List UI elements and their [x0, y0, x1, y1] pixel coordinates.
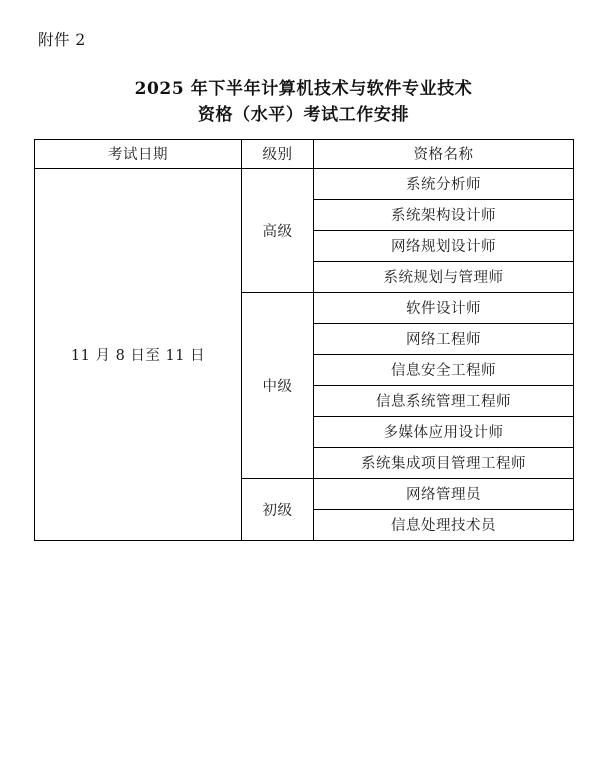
qualification-cell: 系统分析师	[314, 168, 574, 199]
table-header-row	[35, 139, 574, 168]
qualification-cell: 系统规划与管理师	[314, 261, 574, 292]
page-title	[72, 76, 536, 129]
column-header-name: 资格名称	[314, 139, 574, 168]
attachment-label: 附件 2	[38, 31, 86, 49]
qualification-cell: 网络规划设计师	[314, 230, 574, 261]
level-cell-junior: 初级	[242, 478, 314, 540]
qualification-cell: 多媒体应用设计师	[314, 416, 574, 447]
qualification-cell: 软件设计师	[314, 292, 574, 323]
table-row	[35, 168, 574, 199]
page-title-line-1: 2025 年下半年计算机技术与软件专业技术	[134, 79, 473, 99]
qualification-cell: 网络管理员	[314, 478, 574, 509]
level-cell-intermediate: 中级	[242, 292, 314, 478]
level-cell-senior: 高级	[242, 168, 314, 292]
column-header-level: 级别	[242, 139, 314, 168]
qualification-cell: 信息系统管理工程师	[314, 385, 574, 416]
qualification-cell: 信息安全工程师	[314, 354, 574, 385]
qualification-cell: 网络工程师	[314, 323, 574, 354]
qualification-cell: 系统集成项目管理工程师	[314, 447, 574, 478]
qualification-cell: 信息处理技术员	[314, 509, 574, 540]
exam-schedule-table	[34, 139, 574, 541]
column-header-date: 考试日期	[35, 139, 242, 168]
page-title-line-2: 资格（水平）考试工作安排	[197, 105, 410, 126]
qualification-cell: 系统架构设计师	[314, 199, 574, 230]
exam-date-cell: 11 月 8 日至 11 日	[35, 168, 242, 540]
